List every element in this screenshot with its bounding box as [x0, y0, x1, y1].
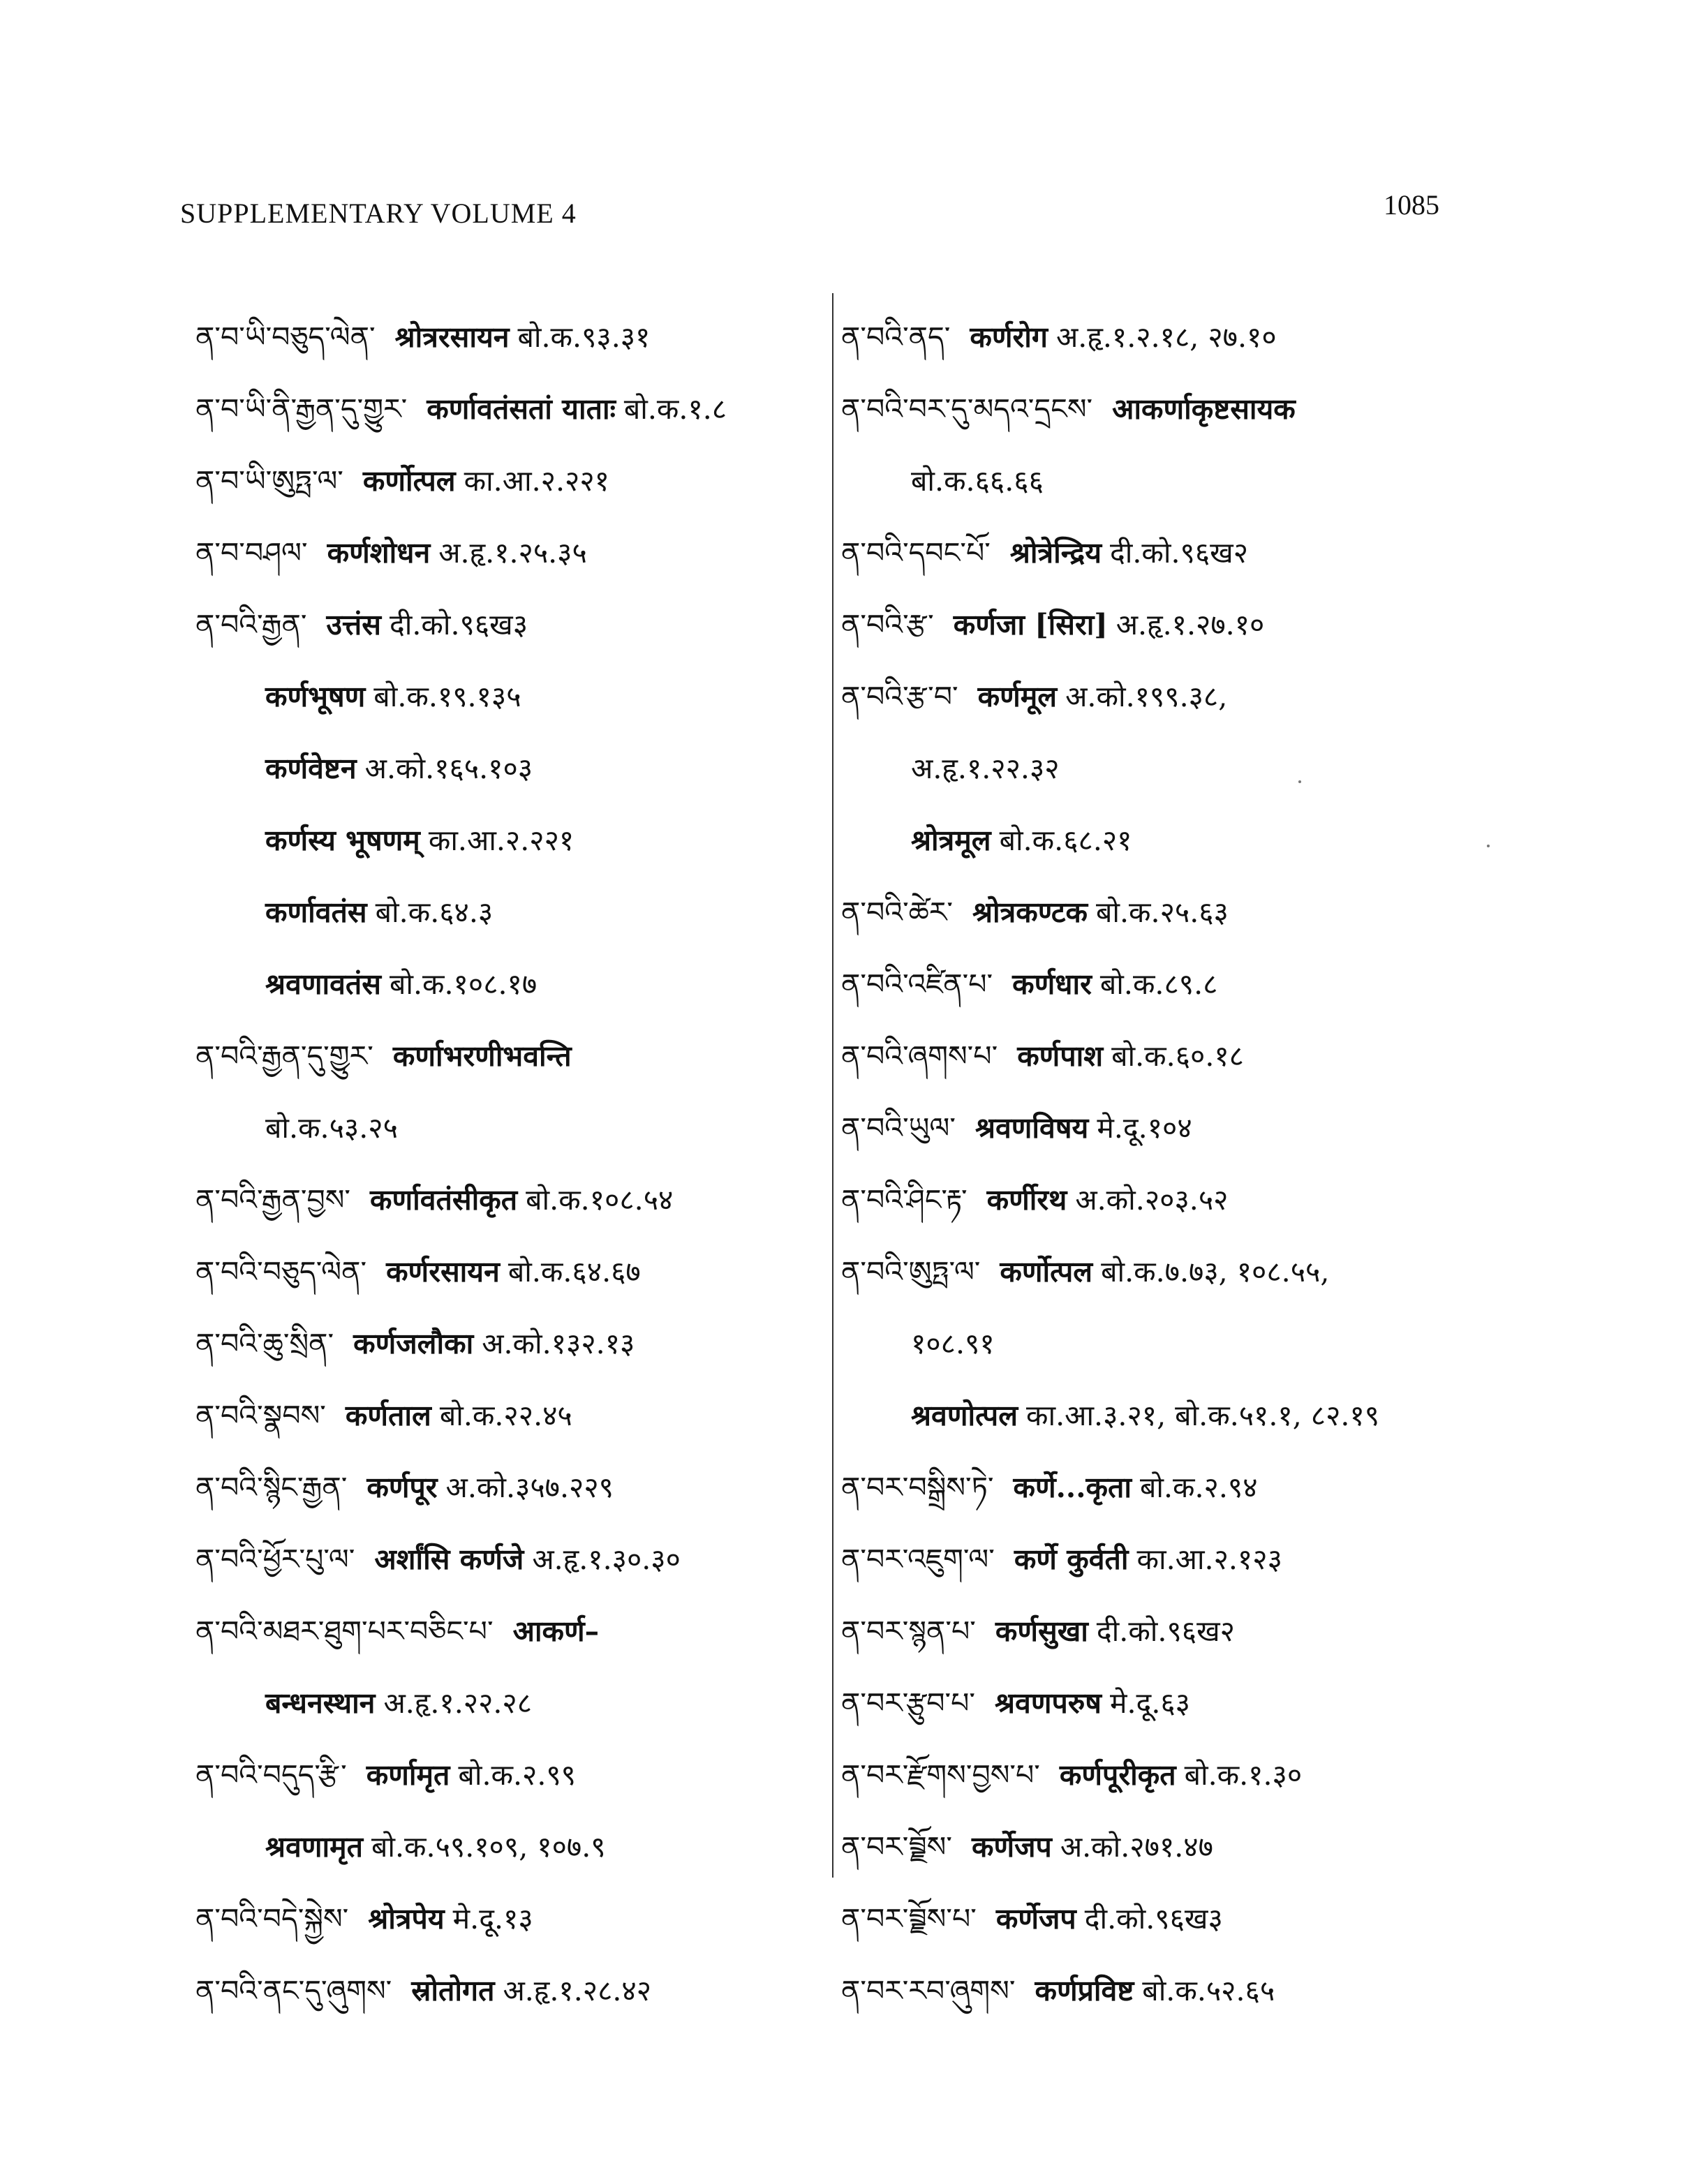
sanskrit-equivalent: कर्णावतंसतां याताः	[427, 392, 616, 426]
sanskrit-equivalent: आकर्ण–	[512, 1614, 600, 1648]
sanskrit-equivalent: कर्णताल	[345, 1399, 431, 1432]
tibetan-headword: ན་བར་སྙན་པ་	[841, 1614, 976, 1648]
tibetan-headword: ན་བར་རྫོགས་བྱས་པ་	[841, 1758, 1040, 1792]
tibetan-headword: ན་བའི་རྩ་	[841, 608, 934, 641]
sanskrit-equivalent: श्रवणामृत	[265, 1830, 363, 1864]
source-reference: अ.को.१९९.३८,	[1065, 680, 1228, 713]
dictionary-entry	[841, 1955, 1469, 2027]
dictionary-entry	[841, 1164, 1469, 1236]
tibetan-headword: ན་བར་རྩུབ་པ་	[841, 1686, 976, 1720]
source-reference: दी.को.९६ख३	[389, 608, 528, 641]
sanskrit-equivalent: कर्णावतंस	[265, 896, 367, 929]
source-reference: का.आ.२.२२१	[428, 824, 575, 857]
tibetan-headword: ན་བའི་ནང་དུ་ཞུགས་	[195, 1974, 392, 2007]
sanskrit-equivalent: श्रोत्रपेय	[368, 1902, 445, 1936]
source-reference: मे.दू.६३	[1110, 1686, 1190, 1720]
source-reference: अ.हृ.१.२.१८, २७.१०	[1055, 320, 1277, 354]
source-reference: बो.क.२५.६३	[1095, 896, 1229, 929]
source-reference: १०८.९१	[911, 1327, 995, 1360]
sanskrit-equivalent: श्रवणोत्पल	[911, 1399, 1018, 1432]
tibetan-headword: ན་བ་ཡི་བཅུད་ལེན་	[195, 320, 376, 354]
dictionary-entry	[841, 1524, 1469, 1596]
dictionary-entry	[195, 949, 838, 1020]
source-reference: दी.को.९६ख२	[1096, 1614, 1235, 1648]
dictionary-entry	[195, 661, 838, 733]
dictionary-entry	[841, 1452, 1469, 1524]
dictionary-entry	[195, 1164, 838, 1236]
sanskrit-equivalent: कर्णजलौका	[353, 1327, 474, 1360]
dictionary-entry	[841, 877, 1469, 949]
source-reference: बो.क.६०.१८	[1111, 1039, 1245, 1073]
tibetan-headword: ན་བའི་བར་དུ་མདའ་དྲངས་	[841, 392, 1093, 426]
sanskrit-equivalent: कर्णोत्पल	[362, 464, 456, 498]
sanskrit-equivalent: आकर्णाकृष्टसायक	[1112, 392, 1296, 426]
sanskrit-equivalent: श्रवणविषय	[974, 1111, 1089, 1145]
source-reference: अ.को.१३२.१३	[482, 1327, 635, 1360]
tibetan-headword: ན་བར་བྲྗོས་པ་	[841, 1902, 977, 1936]
tibetan-headword: ན་བའི་བཅུད་ལེན་	[195, 1255, 367, 1288]
tibetan-headword: ན་བའི་ཞགས་པ་	[841, 1039, 998, 1073]
dictionary-entry	[841, 661, 1469, 733]
dictionary-entry	[195, 1020, 838, 1092]
tibetan-headword: ན་བའི་ནད་	[841, 320, 951, 354]
source-reference: बो.क.१०८.५४	[526, 1183, 674, 1217]
dictionary-entry	[841, 1667, 1469, 1739]
tibetan-headword: ན་བ་ཡི་ཨུཏྤ་ལ་	[195, 464, 343, 498]
sanskrit-equivalent: कर्णामृत	[366, 1758, 450, 1792]
source-reference: दी.को.९६ख२	[1109, 536, 1249, 570]
sanskrit-equivalent: कर्णसुखा	[995, 1614, 1088, 1648]
tibetan-headword: ན་བའི་སྙིང་རྒྱན་	[195, 1471, 348, 1504]
dictionary-entry	[841, 949, 1469, 1020]
sanskrit-equivalent: कर्णे...कृता	[1013, 1471, 1132, 1504]
running-head: SUPPLEMENTARY VOLUME 4	[180, 198, 577, 229]
source-reference: बो.क.२२.४५	[439, 1399, 572, 1432]
sanskrit-equivalent: श्रोत्रेन्द्रिय	[1009, 536, 1102, 570]
dictionary-entry	[195, 1667, 838, 1739]
source-reference: बो.क.८९.८	[1099, 967, 1218, 1001]
right-column	[841, 302, 1469, 2027]
dictionary-entry	[195, 1811, 838, 1883]
source-reference: अ.हृ.१.३०.३०	[532, 1543, 681, 1576]
dictionary-entry	[841, 733, 1469, 805]
tibetan-headword: ན་བར་བྲྗོས་	[841, 1830, 952, 1864]
source-reference: अ.को.३५७.२२९	[445, 1471, 614, 1504]
tibetan-headword: ན་བའི་སྣབས་	[195, 1399, 326, 1432]
sanskrit-equivalent: कर्णेजप	[995, 1902, 1076, 1936]
dictionary-entry	[841, 302, 1469, 373]
sanskrit-equivalent: कर्णशोधन	[327, 536, 431, 570]
source-reference: मे.दू.१०४	[1097, 1111, 1192, 1145]
sanskrit-equivalent: कर्णभूषण	[265, 680, 366, 713]
dictionary-entry	[195, 1452, 838, 1524]
source-reference: का.आ.२.१२३	[1136, 1543, 1282, 1576]
sanskrit-equivalent: कर्णावतंसीकृत	[370, 1183, 518, 1217]
tibetan-headword: ན་བར་འཇུག་ལ་	[841, 1543, 995, 1576]
dictionary-entry	[195, 1883, 838, 1955]
dictionary-entry	[195, 1092, 838, 1164]
source-reference: अ.हृ.१.२७.१०	[1115, 608, 1265, 641]
sanskrit-equivalent: कर्णोत्पल	[1000, 1255, 1093, 1288]
dictionary-entry	[841, 1236, 1469, 1308]
source-reference: का.आ.२.२२१	[464, 464, 609, 498]
dictionary-entry	[195, 805, 838, 877]
tibetan-headword: ན་བ་བཤལ་	[195, 536, 308, 570]
dictionary-entry	[195, 373, 838, 445]
tibetan-headword: ན་བར་བསྒྲིས་ཏེ་	[841, 1471, 994, 1504]
sanskrit-equivalent: कर्णपूरीकृत	[1059, 1758, 1176, 1792]
tibetan-headword: ན་བའི་ཡུལ་	[841, 1111, 956, 1145]
tibetan-headword: ན་བའི་བདུད་རྩི་	[195, 1758, 347, 1792]
source-reference: बो.क.१९.१३५	[373, 680, 521, 713]
dictionary-entry	[841, 1020, 1469, 1092]
source-reference: बो.क.७.७३, १०८.५५,	[1101, 1255, 1330, 1288]
source-reference: बो.क.६४.६७	[507, 1255, 641, 1288]
source-reference: दी.को.९६ख३	[1084, 1902, 1223, 1936]
tibetan-headword: ན་བའི་ཤིང་རྟ་	[841, 1183, 968, 1217]
dictionary-entry	[195, 1739, 838, 1811]
sanskrit-equivalent: कर्णेजप	[971, 1830, 1052, 1864]
dictionary-entry	[841, 589, 1469, 661]
dictionary-entry	[195, 1308, 838, 1380]
sanskrit-equivalent: उत्तंस	[326, 608, 381, 641]
dictionary-entry	[195, 589, 838, 661]
tibetan-headword: ན་བའི་དབང་པོ་	[841, 536, 991, 570]
source-reference: अ.हृ.१.२५.३५	[438, 536, 587, 570]
dictionary-entry	[841, 805, 1469, 877]
tibetan-headword: ན་བའི་རྒྱན་བྱས་	[195, 1183, 351, 1217]
source-reference: बो.क.१.८	[623, 392, 727, 426]
source-reference: बो.क.२.९९	[458, 1758, 576, 1792]
tibetan-headword: ན་བའི་ཕྱོར་པུ་ལ་	[195, 1543, 355, 1576]
dictionary-entry	[841, 1092, 1469, 1164]
source-reference: अ.को.२७१.४७	[1060, 1830, 1213, 1864]
sanskrit-equivalent: कर्णपूर	[366, 1471, 438, 1504]
source-reference: बो.क.१.३०	[1184, 1758, 1303, 1792]
column-divider	[832, 293, 833, 1878]
dictionary-entry	[841, 445, 1469, 517]
sanskrit-equivalent: कर्णवेष्टन	[265, 752, 357, 785]
sanskrit-equivalent: कर्णाभरणीभवन्ति	[392, 1039, 572, 1073]
source-reference: बो.क.१०८.१७	[389, 967, 538, 1001]
dictionary-entry	[841, 1596, 1469, 1667]
tibetan-headword: ན་བའི་མཐར་ཐུག་པར་བཅིང་པ་	[195, 1614, 494, 1648]
dictionary-entry	[841, 1308, 1469, 1380]
source-reference: बो.क.२.९४	[1139, 1471, 1258, 1504]
sanskrit-equivalent: श्रोत्रकण्टक	[972, 896, 1088, 929]
tibetan-headword: ན་བའི་ཨུཏྤ་ལ་	[841, 1255, 981, 1288]
tibetan-headword: ན་བའི་ཚེར་	[841, 896, 954, 929]
dictionary-entry	[195, 1596, 838, 1667]
source-reference: अ.हृ.१.२८.४२	[503, 1974, 652, 2007]
source-reference: अ.को.१६५.१०३	[364, 752, 533, 785]
tibetan-headword: ན་བའི་རྒྱན་དུ་གྱུར་	[195, 1039, 373, 1073]
source-reference: बो.क.५९.१०९, १०७.९	[371, 1830, 606, 1864]
dictionary-entry	[841, 1380, 1469, 1452]
sanskrit-equivalent: अर्शांसि कर्णजे	[374, 1543, 524, 1576]
sanskrit-equivalent: कर्णमूल	[977, 680, 1058, 713]
dictionary-entry	[841, 373, 1469, 445]
sanskrit-equivalent: श्रोत्ररसायन	[394, 320, 510, 354]
sanskrit-equivalent: कर्णप्रविष्ट	[1035, 1974, 1134, 2007]
tibetan-headword: ན་བའི་རྒྱན་	[195, 608, 307, 641]
source-reference: बो.क.५३.२५	[265, 1111, 398, 1145]
sanskrit-equivalent: बन्धनस्थान	[265, 1686, 376, 1720]
source-reference: बो.क.६४.३	[375, 896, 494, 929]
sanskrit-equivalent: कर्णीरथ	[986, 1183, 1067, 1217]
tibetan-headword: ན་བའི་བདེ་སྐྱེས་	[195, 1902, 349, 1936]
source-reference: बो.क.६८.२१	[999, 824, 1132, 857]
sanskrit-equivalent: कर्णजा [सिरा]	[953, 608, 1108, 641]
dictionary-entry	[195, 1380, 838, 1452]
dictionary-entry	[195, 445, 838, 517]
tibetan-headword: ན་བའི་འཛིན་པ་	[841, 967, 993, 1001]
scan-speck	[1298, 780, 1301, 783]
dictionary-entry	[841, 1811, 1469, 1883]
sanskrit-equivalent: कर्णे कुर्वती	[1014, 1543, 1129, 1576]
tibetan-headword: ན་བའི་ཆུ་སྲིན་	[195, 1327, 334, 1360]
dictionary-entry	[195, 733, 838, 805]
source-reference: बो.क.९३.३१	[517, 320, 651, 354]
sanskrit-equivalent: कर्णधार	[1012, 967, 1092, 1001]
sanskrit-equivalent: कर्णपाश	[1017, 1039, 1104, 1073]
sanskrit-equivalent: कर्णरोग	[970, 320, 1048, 354]
scan-speck	[1487, 845, 1490, 847]
source-reference: बो.क.५२.६५	[1142, 1974, 1275, 2007]
page-number: 1085	[1384, 189, 1439, 221]
dictionary-entry	[841, 1883, 1469, 1955]
source-reference: अ.हृ.१.२२.३२	[911, 752, 1060, 785]
dictionary-entry	[195, 877, 838, 949]
sanskrit-equivalent: श्रवणपरुष	[995, 1686, 1102, 1720]
tibetan-headword: ན་བ་ཡི་ནི་རྒྱན་དུ་གྱུར་	[195, 392, 408, 426]
sanskrit-equivalent: श्रोत्रमूल	[911, 824, 991, 857]
sanskrit-equivalent: कर्णरसायन	[386, 1255, 500, 1288]
sanskrit-equivalent: स्रोतोगत	[411, 1974, 495, 2007]
tibetan-headword: ན་བར་རབ་ཞུགས་	[841, 1974, 1016, 2007]
dictionary-entry	[195, 302, 838, 373]
sanskrit-equivalent: श्रवणावतंस	[265, 967, 381, 1001]
left-column	[195, 302, 838, 2027]
dictionary-entry	[195, 1524, 838, 1596]
dictionary-entry	[195, 1236, 838, 1308]
source-reference: बो.क.६६.६६	[911, 464, 1044, 498]
source-reference: अ.को.२०३.५२	[1075, 1183, 1229, 1217]
dictionary-entry	[841, 517, 1469, 589]
tibetan-headword: ན་བའི་རྩ་བ་	[841, 680, 958, 713]
dictionary-entry	[841, 1739, 1469, 1811]
dictionary-entry	[195, 1955, 838, 2027]
source-reference: मे.दू.१३	[452, 1902, 533, 1936]
sanskrit-equivalent: कर्णस्य भूषणम्	[265, 824, 420, 857]
source-reference: का.आ.३.२१, बो.क.५१.१, ८२.१९	[1026, 1399, 1380, 1432]
source-reference: अ.हृ.१.२२.२८	[383, 1686, 533, 1720]
dictionary-entry	[195, 517, 838, 589]
